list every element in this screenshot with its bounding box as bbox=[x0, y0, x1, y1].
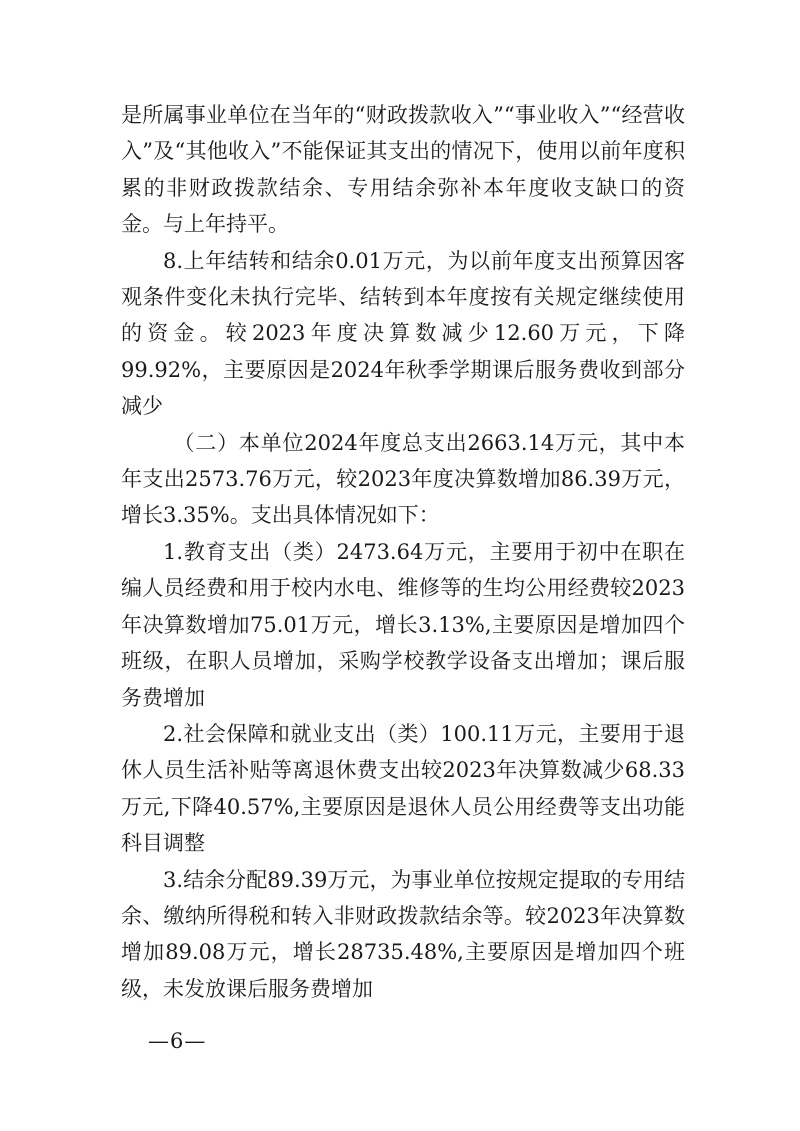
paragraph-item-2: 2.社会保障和就业支出（类）100.11万元，主要用于退休人员生活补贴等离退休费支出较2023年决算数减少68.33万元,下降40.57%,主要原因是退休人员公用经费等支出功能科目调整 bbox=[121, 721, 685, 856]
page-number: —6— bbox=[148, 1029, 207, 1053]
paragraph-item-8: 8.上年结转和结余0.01万元，为以前年度支出预算因客观条件变化未执行完毕、结转到本年度按有关规定继续使用的资金。较2023年度决算数减少12.60万元，下降99.92%，主要原因是2024年秋季学期课后服务费收到部分减少 bbox=[121, 248, 685, 419]
body-text bbox=[121, 97, 685, 1007]
paragraph-item-3: 3.结余分配89.39万元，为事业单位按规定提取的专用结余、缴纳所得税和转入非财政拨款结余等。较2023年决算数增加89.08万元，增长28735.48%,主要原因是增加四个班级，未发放课后服务费增加 bbox=[121, 867, 685, 1001]
paragraph-section-2: （二）本单位2024年度总支出2663.14万元，其中本年支出2573.76万元，较2023年度决算数增加86.39万元，增长3.35%。支出具体情况如下： bbox=[121, 430, 685, 528]
paragraph-item-1: 1.教育支出（类）2473.64万元，主要用于初中在职在编人员经费和用于校内水电、维修等的生均公用经费较2023年决算数增加75.01万元，增长3.13%,主要原因是增加四个班级，在职人员增加，采购学校教学设备支出增加；课后服务费增加 bbox=[121, 539, 685, 710]
paragraph-continuation: 是所属事业单位在当年的“财政拨款收入”“事业收入”“经营收入”及“其他收入”不能保证其支出的情况下，使用以前年度积累的非财政拨款结余、专用结余弥补本年度收支缺口的资金。与上年持平。 bbox=[121, 103, 685, 237]
